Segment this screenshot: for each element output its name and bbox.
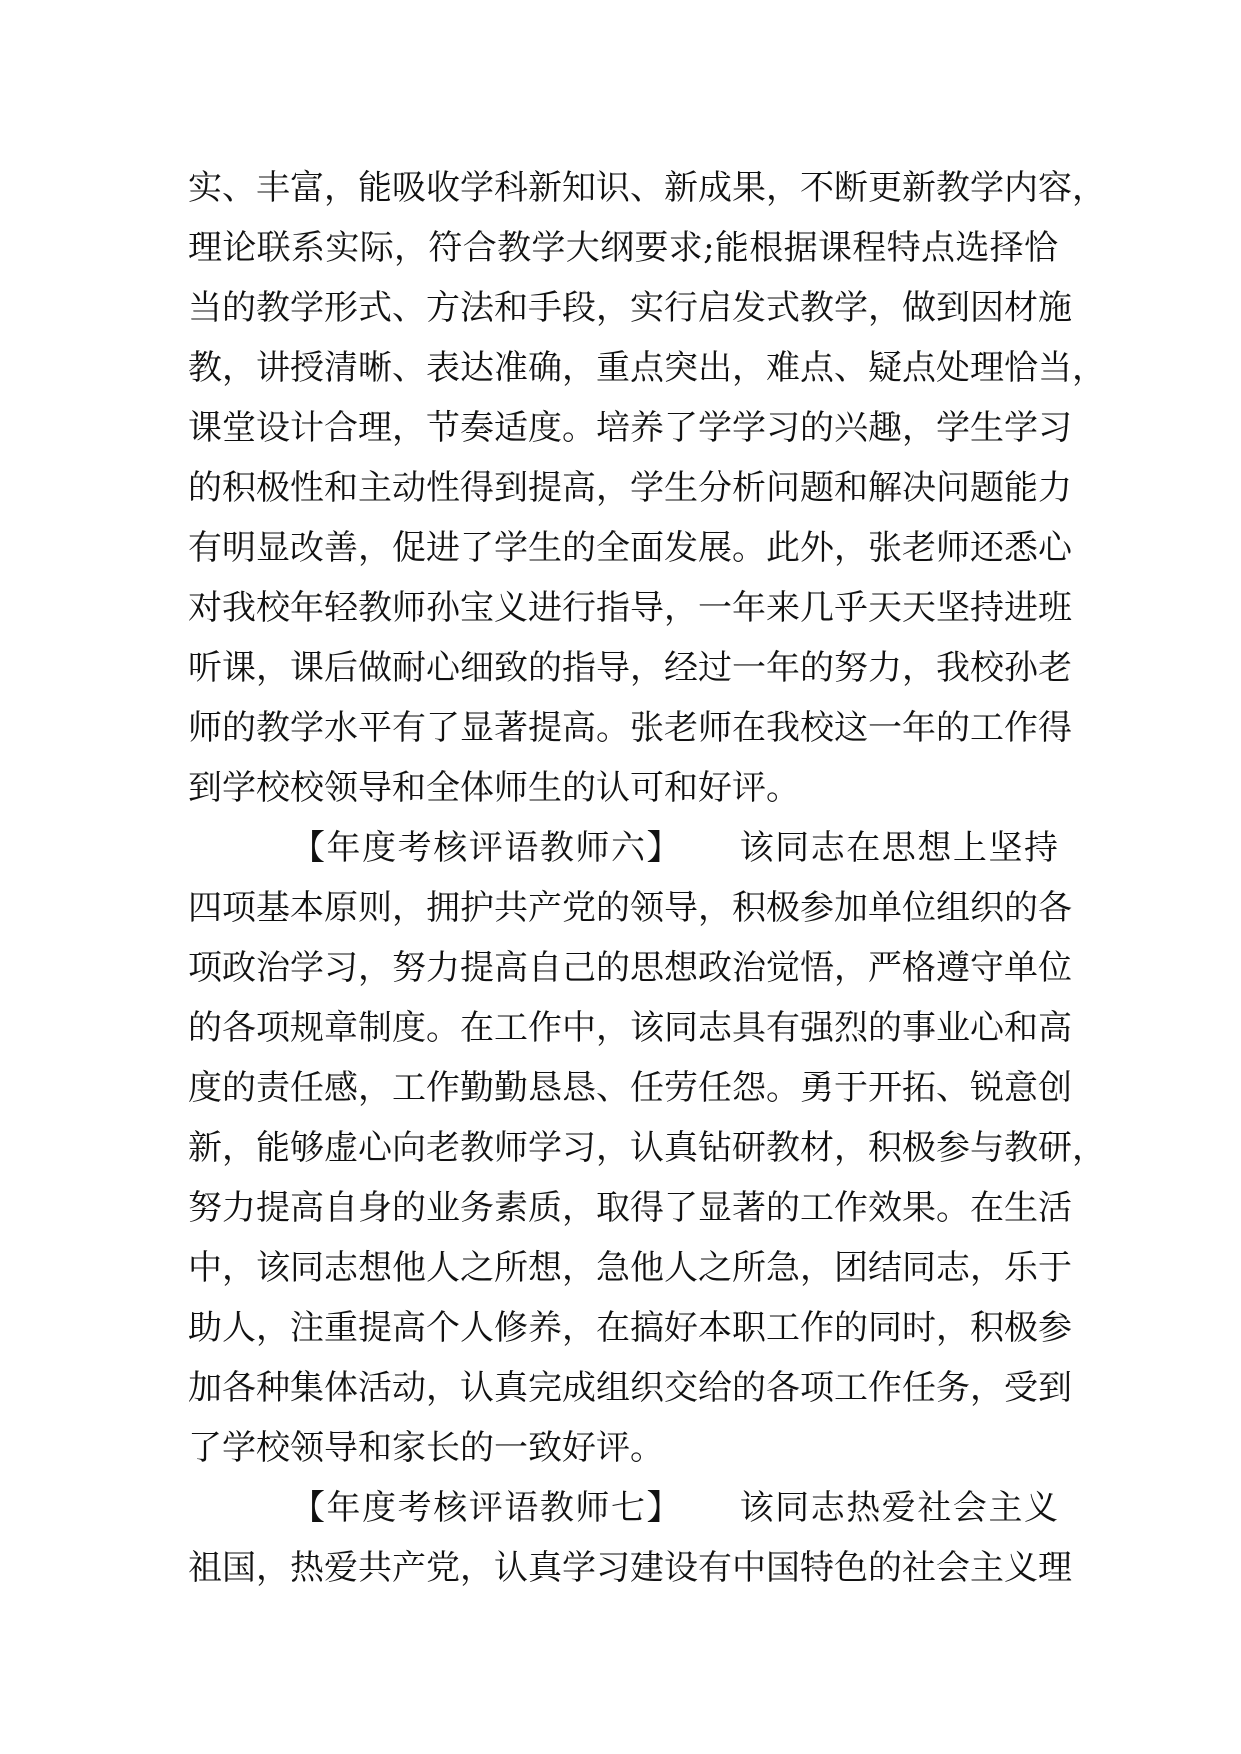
text-line: 四项基本原则，拥护共产党的领导，积极参加单位组织的各 <box>188 888 1072 928</box>
text-line-start: 该同志热爱社会主义 <box>738 1488 1059 1528</box>
text-line-start: 该同志在思想上坚持 <box>738 828 1059 868</box>
section-heading-line <box>188 818 1058 878</box>
text-line: 度的责任感，工作勤勤恳恳、任劳任怨。勇于开拓、锐意创 <box>188 1068 1072 1108</box>
section-heading: 【年度考核评语教师七】 <box>291 1488 683 1528</box>
text-line: 加各种集体活动，认真完成组织交给的各项工作任务，受到 <box>188 1368 1072 1408</box>
text-line: 的各项规章制度。在工作中，该同志具有强烈的事业心和高 <box>188 1008 1072 1048</box>
text-line: 理论联系实际，符合教学大纲要求;能根据课程特点选择恰 <box>188 228 1059 268</box>
text-line: 对我校年轻教师孙宝义进行指导，一年来几乎天天坚持进班 <box>188 588 1072 628</box>
text-line: 项政治学习，努力提高自己的思想政治觉悟，严格遵守单位 <box>188 948 1072 988</box>
text-line: 助人，注重提高个人修养，在搞好本职工作的同时，积极参 <box>188 1308 1072 1348</box>
text-line: 听课，课后做耐心细致的指导，经过一年的努力，我校孙老 <box>188 648 1072 688</box>
text-line: 努力提高自身的业务素质，取得了显著的工作效果。在生活 <box>188 1188 1072 1228</box>
paragraph-2 <box>188 818 1106 1478</box>
text-line: 到学校校领导和全体师生的认可和好评。 <box>188 768 800 808</box>
text-line: 师的教学水平有了显著提高。张老师在我校这一年的工作得 <box>188 708 1072 748</box>
section-heading-line <box>188 1478 1058 1538</box>
text-line: 祖国，热爱共产党，认真学习建设有中国特色的社会主义理 <box>188 1548 1072 1588</box>
text-line: 当的教学形式、方法和手段，实行启发式教学，做到因材施 <box>188 288 1072 328</box>
section-heading: 【年度考核评语教师六】 <box>291 828 683 868</box>
paragraph-1 <box>188 158 1106 818</box>
text-line: 新，能够虚心向老教师学习，认真钻研教材，积极参与教研， <box>188 1128 1106 1168</box>
text-line: 实、丰富，能吸收学科新知识、新成果，不断更新教学内容， <box>188 168 1106 208</box>
text-line: 的积极性和主动性得到提高，学生分析问题和解决问题能力 <box>188 468 1072 508</box>
document-body <box>188 158 1106 1598</box>
text-line: 了学校领导和家长的一致好评。 <box>188 1428 664 1468</box>
paragraph-3 <box>188 1478 1072 1598</box>
text-line: 课堂设计合理，节奏适度。培养了学学习的兴趣，学生学习 <box>188 408 1072 448</box>
text-line: 有明显改善，促进了学生的全面发展。此外，张老师还悉心 <box>188 528 1072 568</box>
text-line: 中，该同志想他人之所想，急他人之所急，团结同志，乐于 <box>188 1248 1072 1288</box>
text-line: 教，讲授清晰、表达准确，重点突出，难点、疑点处理恰当， <box>188 348 1106 388</box>
